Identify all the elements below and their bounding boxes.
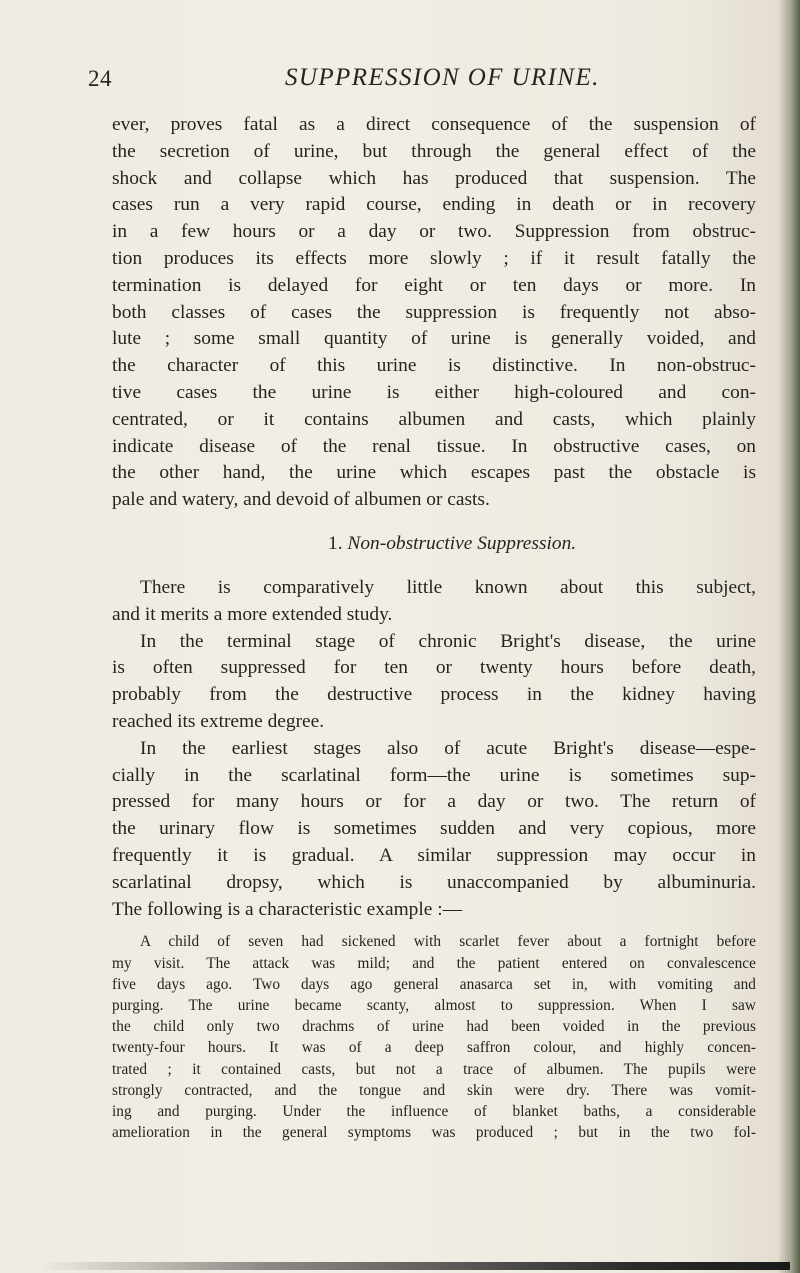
section-number: 1.: [328, 532, 343, 554]
page-number: 24: [88, 66, 112, 91]
case-line: twenty-four hours. It was of a deep saffron colour, and highly concen-: [112, 1039, 756, 1057]
running-head: [60, 64, 740, 98]
text-line: lute ; some small quantity of urine is generally voided, and: [112, 328, 756, 350]
section-title: Non-obstructive Suppression.: [347, 532, 577, 554]
text-line: termination is delayed for eight or ten days or more. In: [112, 274, 756, 296]
text-line: ever, proves fatal as a direct consequence of the suspension of: [112, 114, 756, 135]
section-heading: [112, 531, 756, 557]
case-line: the child only two drachms of urine had been voided in the previous: [112, 1018, 756, 1036]
text-line: both classes of cases the suppression is frequently not abso-: [112, 301, 756, 323]
text-line: in a few hours or a day or two. Suppression from obstruc-: [112, 221, 756, 243]
text-line: is often suppressed for ten or twenty hours before death,: [112, 657, 756, 679]
paragraph-2: [112, 575, 756, 629]
case-line: five days ago. Two days ago general anasarca set in, with vomiting and: [112, 975, 756, 993]
page-bottom-edge: [40, 1262, 790, 1270]
case-line: my visit. The attack was mild; and the patient entered on convalescence: [112, 954, 756, 972]
running-title: SUPPRESSION OF URINE.: [285, 64, 600, 91]
text-line: reached its extreme degree.: [112, 710, 325, 732]
text-line: probably from the destructive process in the kidney having: [112, 684, 756, 706]
text-line: There is comparatively little known about this subject,: [140, 576, 756, 598]
text-line: indicate disease of the renal tissue. In obstructive cases, on: [112, 435, 756, 457]
case-line: trated ; it contained casts, but not a trace of albumen. The pupils were: [112, 1060, 756, 1078]
text-line: and it merits a more extended study.: [112, 603, 393, 625]
text-line: tion produces its effects more slowly ; if it result fatally the: [112, 247, 756, 269]
text-line: frequently it is gradual. A similar suppression may occur in: [112, 844, 756, 866]
text-line: scarlatinal dropsy, which is unaccompanied by albuminuria.: [112, 871, 756, 893]
text-line: In the terminal stage of chronic Bright's disease, the urine: [140, 630, 756, 652]
text-line: tive cases the urine is either high-coloured and con-: [112, 381, 756, 403]
text-line: pressed for many hours or for a day or two. The return of: [112, 791, 756, 813]
text-line: centrated, or it contains albumen and casts, which plainly: [112, 408, 756, 430]
case-report: [112, 931, 756, 1143]
text-line: the secretion of urine, but through the general effect of the: [112, 140, 756, 162]
paragraph-3: [112, 629, 756, 736]
case-line: purging. The urine became scanty, almost to suppression. When I saw: [112, 996, 756, 1014]
text-line: the other hand, the urine which escapes past the obstacle is: [112, 462, 756, 484]
page-edge-shadow: [778, 0, 800, 1273]
text-line: the character of this urine is distinctive. In non-obstruc-: [112, 355, 756, 377]
text-line: pale and watery, and devoid of albumen or casts.: [112, 489, 490, 511]
text-block: [112, 112, 756, 1143]
text-line: The following is a characteristic example :—: [112, 898, 462, 920]
case-line: A child of seven had sickened with scarlet fever about a fortnight before: [140, 933, 756, 951]
paragraph-1: [112, 112, 756, 514]
case-line: ing and purging. Under the influence of blanket baths, a considerable: [112, 1102, 756, 1120]
text-line: cases run a very rapid course, ending in death or in recovery: [112, 194, 756, 216]
text-line: In the earliest stages also of acute Bright's disease—espe-: [140, 737, 756, 759]
text-line: the urinary flow is sometimes sudden and very copious, more: [112, 818, 756, 840]
text-line: cially in the scarlatinal form—the urine is sometimes sup-: [112, 764, 756, 786]
case-line: amelioration in the general symptoms was produced ; but in the two fol-: [112, 1124, 756, 1142]
paragraph-4: [112, 736, 756, 924]
case-line: strongly contracted, and the tongue and skin were dry. There was vomit-: [112, 1081, 756, 1099]
text-line: shock and collapse which has produced that suspension. The: [112, 167, 756, 189]
